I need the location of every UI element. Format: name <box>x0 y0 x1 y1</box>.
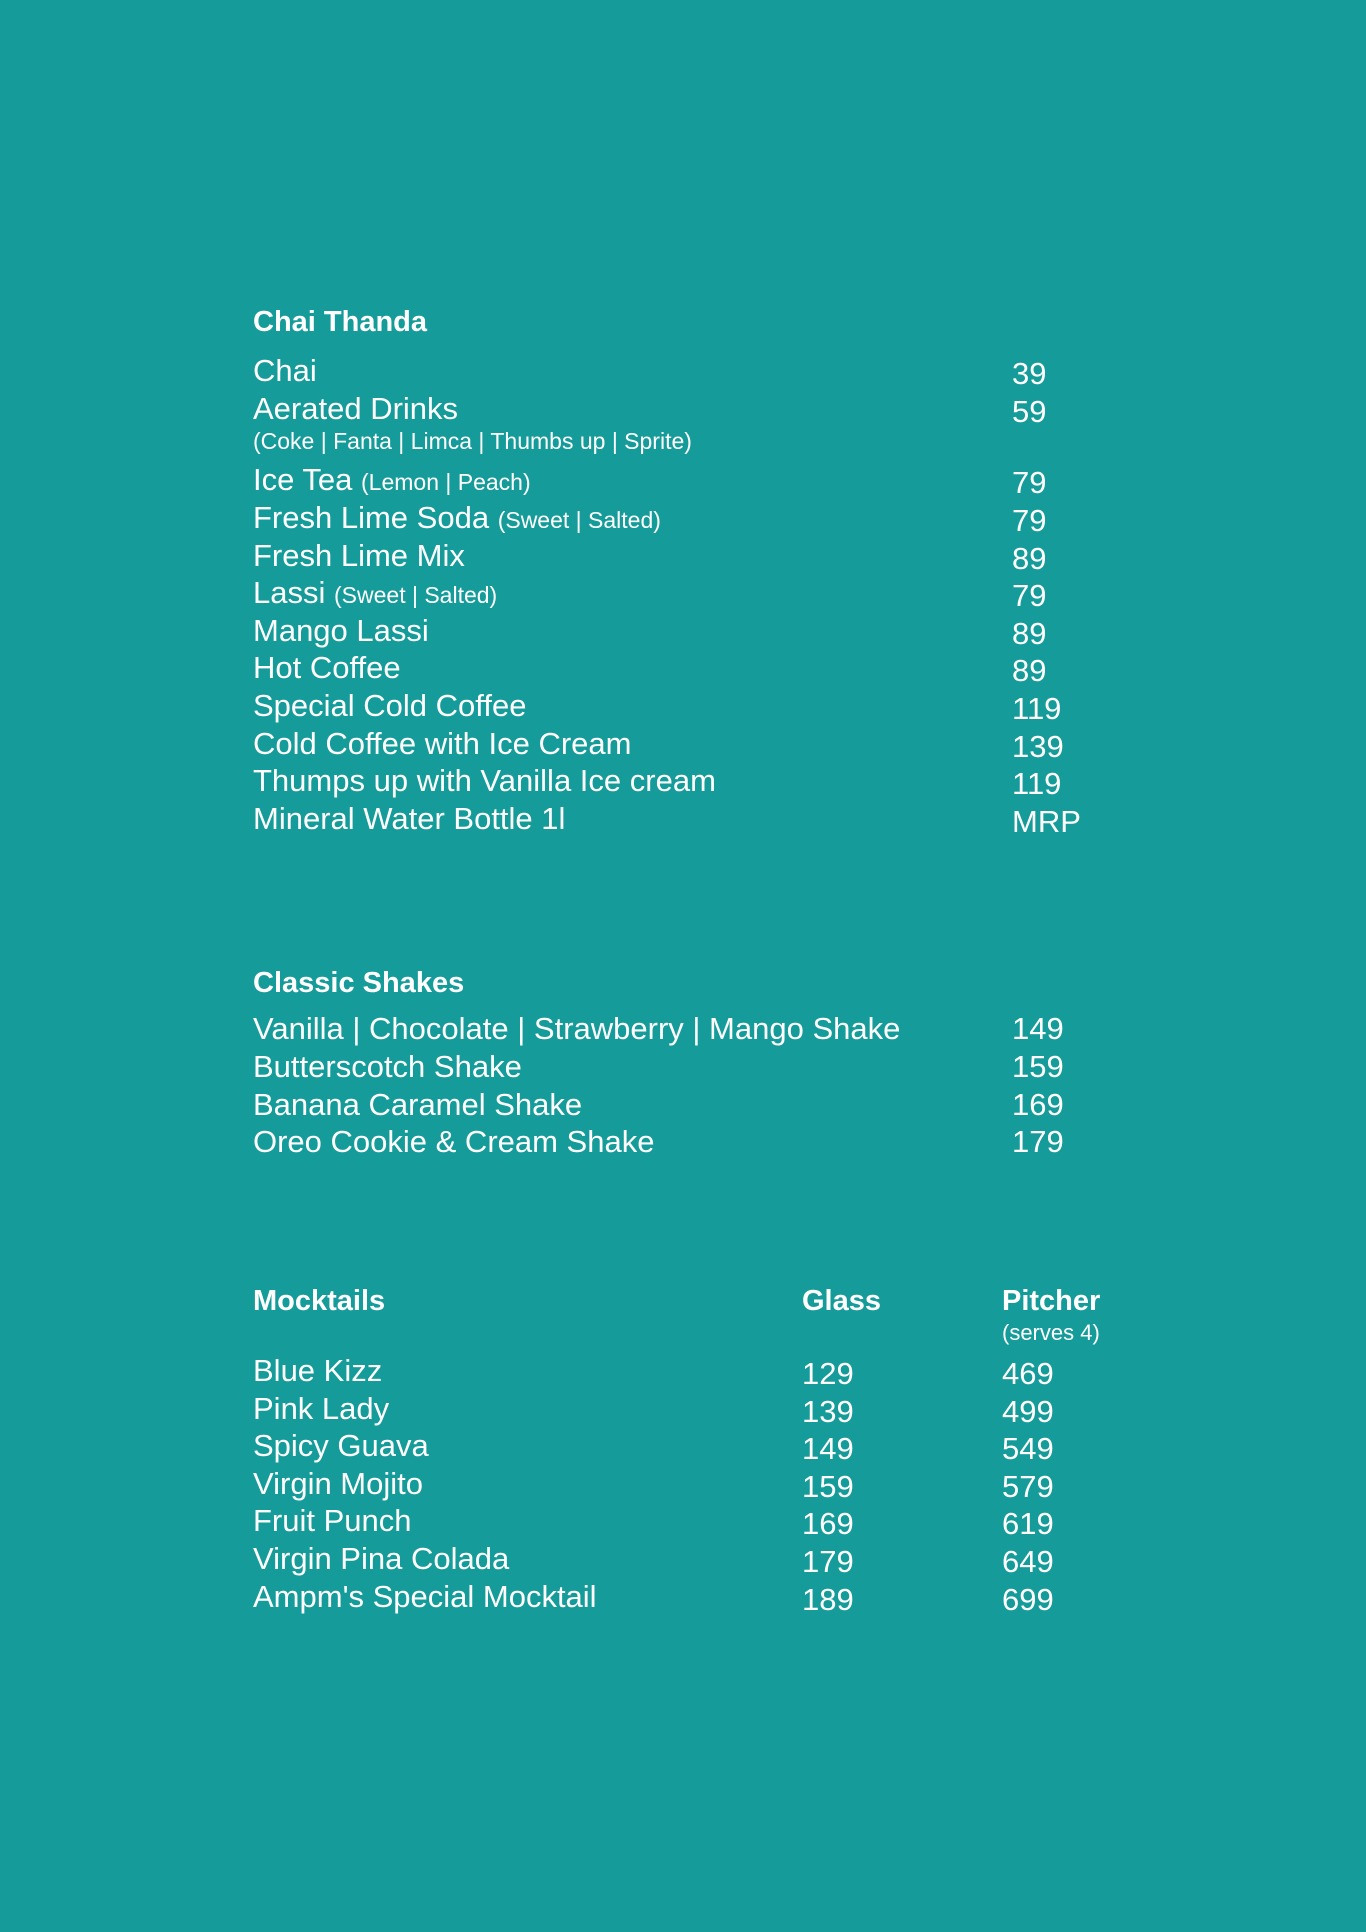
item-name: Mango Lassi <box>253 613 429 648</box>
item-name: Ice Tea (Lemon | Peach) <box>253 462 531 497</box>
pitcher-price: 579 <box>1002 1469 1054 1504</box>
menu-item <box>253 390 1153 428</box>
item-price: 119 <box>1012 691 1062 726</box>
item-name: Chai <box>253 353 317 388</box>
menu-item <box>253 800 1153 838</box>
item-name: Thumps up with Vanilla Ice cream <box>253 763 716 798</box>
menu-item <box>253 1427 1153 1465</box>
glass-price: 149 <box>802 1431 854 1466</box>
menu-item <box>253 1010 1153 1048</box>
item-name: Special Cold Coffee <box>253 688 527 723</box>
item-variant: (Sweet | Salted) <box>497 507 661 533</box>
item-price: 39 <box>1012 356 1047 391</box>
glass-price: 129 <box>802 1356 854 1391</box>
item-variant: (Sweet | Salted) <box>334 582 498 608</box>
item-name: Ampm's Special Mocktail <box>253 1579 597 1614</box>
menu-item <box>253 574 1153 612</box>
pitcher-price: 549 <box>1002 1431 1054 1466</box>
item-price: 79 <box>1012 503 1047 538</box>
item-name: Fresh Lime Soda (Sweet | Salted) <box>253 500 661 535</box>
menu-item <box>253 762 1153 800</box>
item-name: Virgin Pina Colada <box>253 1541 510 1576</box>
item-price: 89 <box>1012 616 1047 651</box>
item-name: Blue Kizz <box>253 1353 383 1388</box>
item-name: Virgin Mojito <box>253 1466 424 1501</box>
glass-price: 169 <box>802 1506 854 1541</box>
menu-item <box>253 687 1153 725</box>
mocktails-title: Mocktails <box>253 1285 386 1317</box>
menu-item <box>253 725 1153 763</box>
item-name: Aerated Drinks <box>253 391 459 426</box>
menu-item <box>253 1540 1153 1578</box>
menu-item <box>253 352 1153 390</box>
classic-shakes-title: Classic Shakes <box>253 967 465 999</box>
item-price: 89 <box>1012 653 1047 688</box>
glass-price: 179 <box>802 1544 854 1579</box>
pitcher-price: 699 <box>1002 1582 1054 1617</box>
menu-item <box>253 1578 1153 1616</box>
item-name: Fruit Punch <box>253 1503 412 1538</box>
item-name: Butterscotch Shake <box>253 1049 522 1084</box>
menu-item <box>253 1086 1153 1124</box>
item-price: 149 <box>1012 1011 1064 1046</box>
pitcher-serves-note: (serves 4) <box>1002 1320 1100 1345</box>
menu-item <box>253 1123 1153 1161</box>
item-price: 119 <box>1012 766 1062 801</box>
glass-price: 159 <box>802 1469 854 1504</box>
pitcher-price: 499 <box>1002 1394 1054 1429</box>
item-price: MRP <box>1012 804 1081 839</box>
menu-item <box>253 461 1153 499</box>
pitcher-price: 619 <box>1002 1506 1054 1541</box>
menu-item <box>253 499 1153 537</box>
item-name: Mineral Water Bottle 1l <box>253 801 566 836</box>
item-price: 59 <box>1012 394 1047 429</box>
item-price: 179 <box>1012 1124 1064 1159</box>
item-price: 169 <box>1012 1087 1064 1122</box>
pitcher-column-header: Pitcher <box>1002 1285 1101 1317</box>
menu-item <box>253 1048 1153 1086</box>
item-name: Oreo Cookie & Cream Shake <box>253 1124 655 1159</box>
menu-item <box>253 537 1153 575</box>
item-name: Hot Coffee <box>253 650 401 685</box>
item-name: Spicy Guava <box>253 1428 429 1463</box>
glass-column-header: Glass <box>802 1285 881 1317</box>
pitcher-price: 469 <box>1002 1356 1054 1391</box>
chai-thanda-title: Chai Thanda <box>253 306 428 338</box>
menu-item <box>253 1352 1153 1390</box>
pitcher-price: 649 <box>1002 1544 1054 1579</box>
menu-item <box>253 612 1153 650</box>
item-price: 79 <box>1012 578 1047 613</box>
item-name: Vanilla | Chocolate | Strawberry | Mango Shake <box>253 1011 901 1046</box>
menu-item <box>253 1502 1153 1540</box>
item-name: Lassi (Sweet | Salted) <box>253 575 498 610</box>
menu-item <box>253 649 1153 687</box>
item-variant: (Lemon | Peach) <box>361 469 531 495</box>
item-price: 139 <box>1012 729 1064 764</box>
item-name: Fresh Lime Mix <box>253 538 465 573</box>
item-price: 159 <box>1012 1049 1064 1084</box>
glass-price: 189 <box>802 1582 854 1617</box>
glass-price: 139 <box>802 1394 854 1429</box>
item-price: 79 <box>1012 465 1047 500</box>
item-name: Banana Caramel Shake <box>253 1087 583 1122</box>
menu-item <box>253 1390 1153 1428</box>
aerated-drinks-note: (Coke | Fanta | Limca | Thumbs up | Sprite) <box>253 428 692 454</box>
item-name: Pink Lady <box>253 1391 390 1426</box>
item-price: 89 <box>1012 541 1047 576</box>
item-name: Cold Coffee with Ice Cream <box>253 726 632 761</box>
menu-item <box>253 1465 1153 1503</box>
